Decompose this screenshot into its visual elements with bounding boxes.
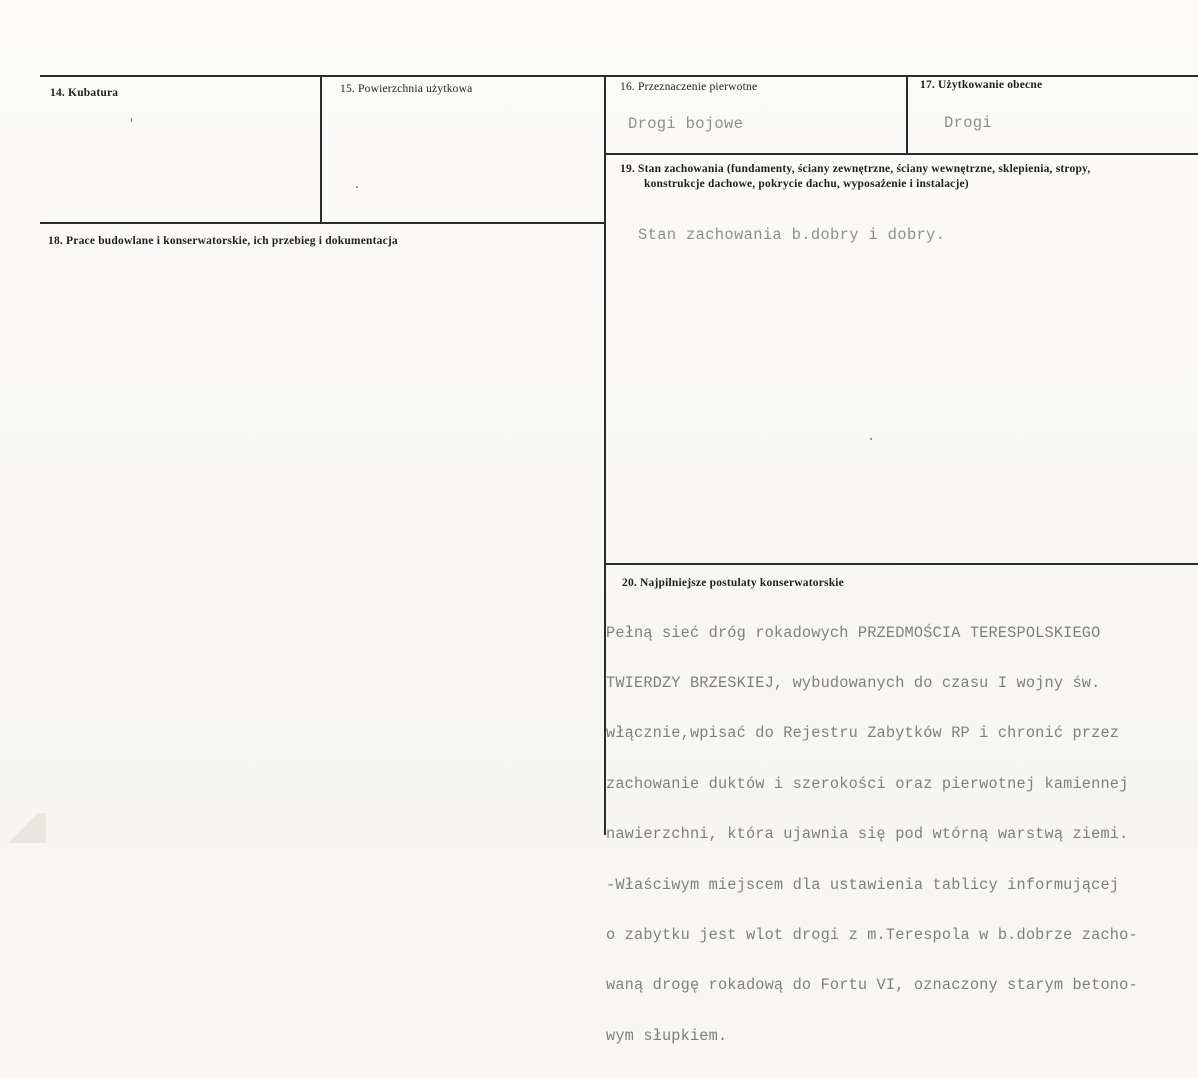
row-divider-16-19 xyxy=(604,153,1198,155)
field-20-line: nawierzchni, która ujawnia się pod wtórną warstwą ziemi. xyxy=(606,825,1129,844)
field-20-line: zachowanie duktów i szerokości oraz pierwotnej kamiennej xyxy=(606,774,1129,793)
field-17-label: 17. Użytkowanie obecne xyxy=(920,79,1043,91)
field-20-line: TWIERDZY BRZESKIEJ, wybudowanych do czasu I wojny św. xyxy=(606,673,1101,692)
field-20-label: 20. Najpilniejsze postulaty konserwatorskie xyxy=(622,577,844,589)
field-20-text xyxy=(606,591,1138,1078)
field-18-label: 18. Prace budowlane i konserwatorskie, ich przebieg i dokumentacja xyxy=(48,235,398,247)
field-14-label: 14. Kubatura xyxy=(50,87,119,99)
divider-14-15 xyxy=(320,75,322,223)
divider-16-17 xyxy=(906,75,908,154)
top-border-line xyxy=(40,75,1198,77)
field-16-value: Drogi bojowe xyxy=(628,115,744,133)
folded-corner xyxy=(0,813,46,843)
paper-speck xyxy=(356,186,358,188)
field-15-label: 15. Powierzchnia użytkowa xyxy=(340,83,473,95)
field-20-line: -Właściwym miejscem dla ustawienia tablicy informującej xyxy=(606,875,1120,894)
field-20-line: o zabytku jest wlot drogi z m.Terespola w b.dobrze zacho- xyxy=(606,925,1138,944)
field-19-value: Stan zachowania b.dobry i dobry. xyxy=(638,226,946,244)
field-20-line: Pełną sieć dróg rokadowych PRZEDMOŚCIA TERESPOLSKIEGO xyxy=(606,623,1101,642)
field-17-value: Drogi xyxy=(944,114,993,132)
field-19-label-line2: konstrukcje dachowe, pokrycie dachu, wyposażenie i instalacje) xyxy=(644,178,969,190)
row-divider-14-18 xyxy=(40,222,606,224)
field-16-label: 16. Przeznaczenie pierwotne xyxy=(620,81,758,93)
paper-speck xyxy=(870,438,872,440)
paper-speck xyxy=(131,118,132,122)
row-divider-19-20 xyxy=(604,563,1198,565)
field-20-line: waną drogę rokadową do Fortu VI, oznaczony starym betono- xyxy=(606,976,1138,995)
field-20-line: wym słupkiem. xyxy=(606,1026,728,1045)
field-20-line: włącznie,wpisać do Rejestru Zabytków RP i chronić przez xyxy=(606,724,1120,743)
field-19-label-line1: 19. Stan zachowania (fundamenty, ściany zewnętrzne, ściany wewnętrzne, sklepienia, stropy, xyxy=(620,163,1091,175)
